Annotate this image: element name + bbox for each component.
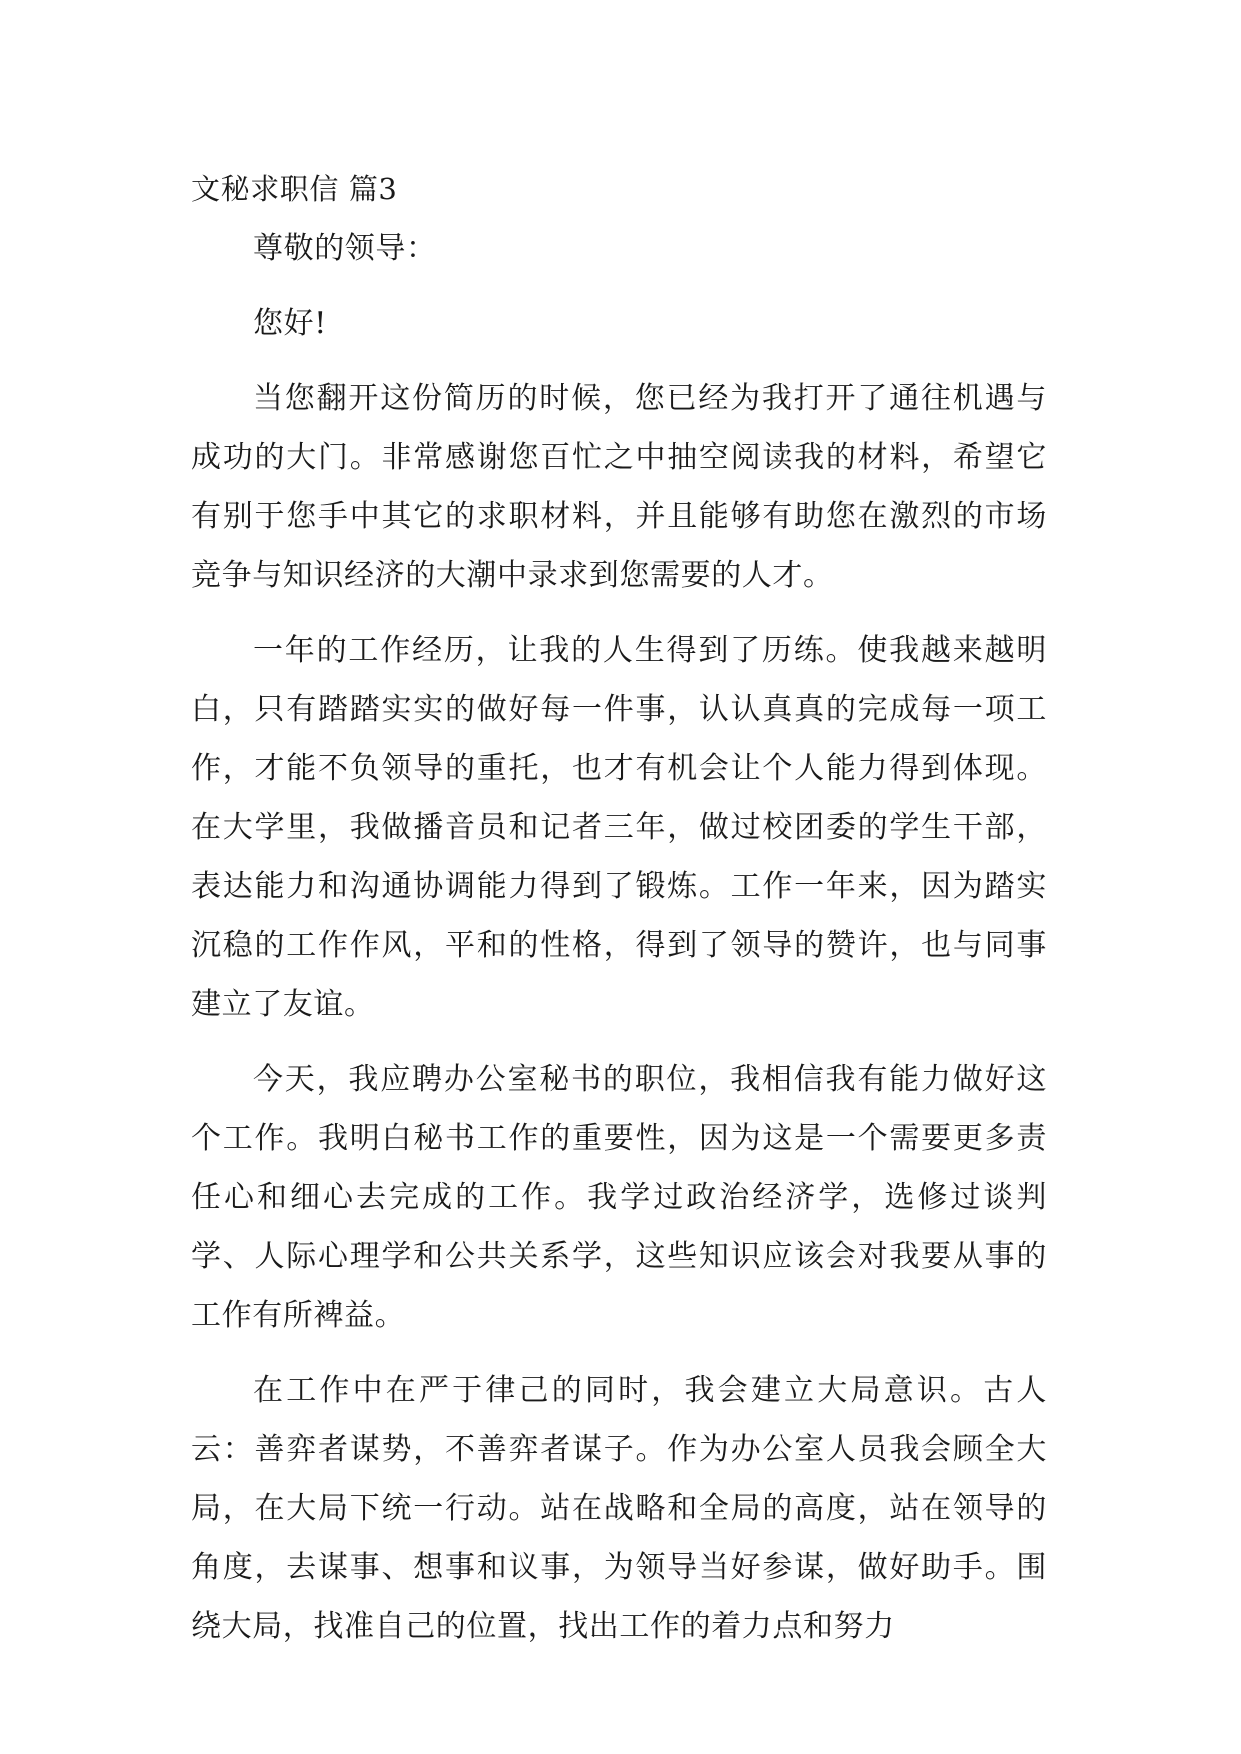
paragraph-application: 今天，我应聘办公室秘书的职位，我相信我有能力做好这个工作。我明白秘书工作的重要性，因为这是一个需要更多责任心和细心去完成的工作。我学过政治经济学，选修过谈判学、人际心理学和公共关系学，这些知识应该会对我要从事的工作有所裨益。 xyxy=(191,1062,1047,1333)
paragraph-intro: 当您翻开这份简历的时候，您已经为我打开了通往机遇与成功的大门。非常感谢您百忙之中抽空阅读我的材料，希望它有别于您手中其它的求职材料，并且能够有助您在激烈的市场竞争与知识经济的大潮中录求到您需要的人才。 xyxy=(191,381,1047,593)
paragraph-experience: 一年的工作经历，让我的人生得到了历练。使我越来越明白，只有踏踏实实的做好每一件事，认认真真的完成每一项工作，才能不负领导的重托，也才有机会让个人能力得到体现。在大学里，我做播音员和记者三年，做过校团委的学生干部，表达能力和沟通协调能力得到了锻炼。工作一年来，因为踏实沉稳的工作作风，平和的性格，得到了领导的赞许，也与同事建立了友谊。 xyxy=(191,633,1047,1022)
paragraph-attitude: 在工作中在严于律己的同时，我会建立大局意识。古人云：善弈者谋势，不善弈者谋子。作为办公室人员我会顾全大局，在大局下统一行动。站在战略和全局的高度，站在领导的角度，去谋事、想事和议事，为领导当好参谋，做好助手。围绕大局，找准自己的位置，找出工作的着力点和努力 xyxy=(191,1373,1047,1644)
greeting: 您好! xyxy=(253,306,327,341)
document-body xyxy=(191,160,1047,1656)
salutation: 尊敬的领导： xyxy=(253,231,437,266)
document-heading: 文秘求职信 篇3 xyxy=(191,172,398,206)
